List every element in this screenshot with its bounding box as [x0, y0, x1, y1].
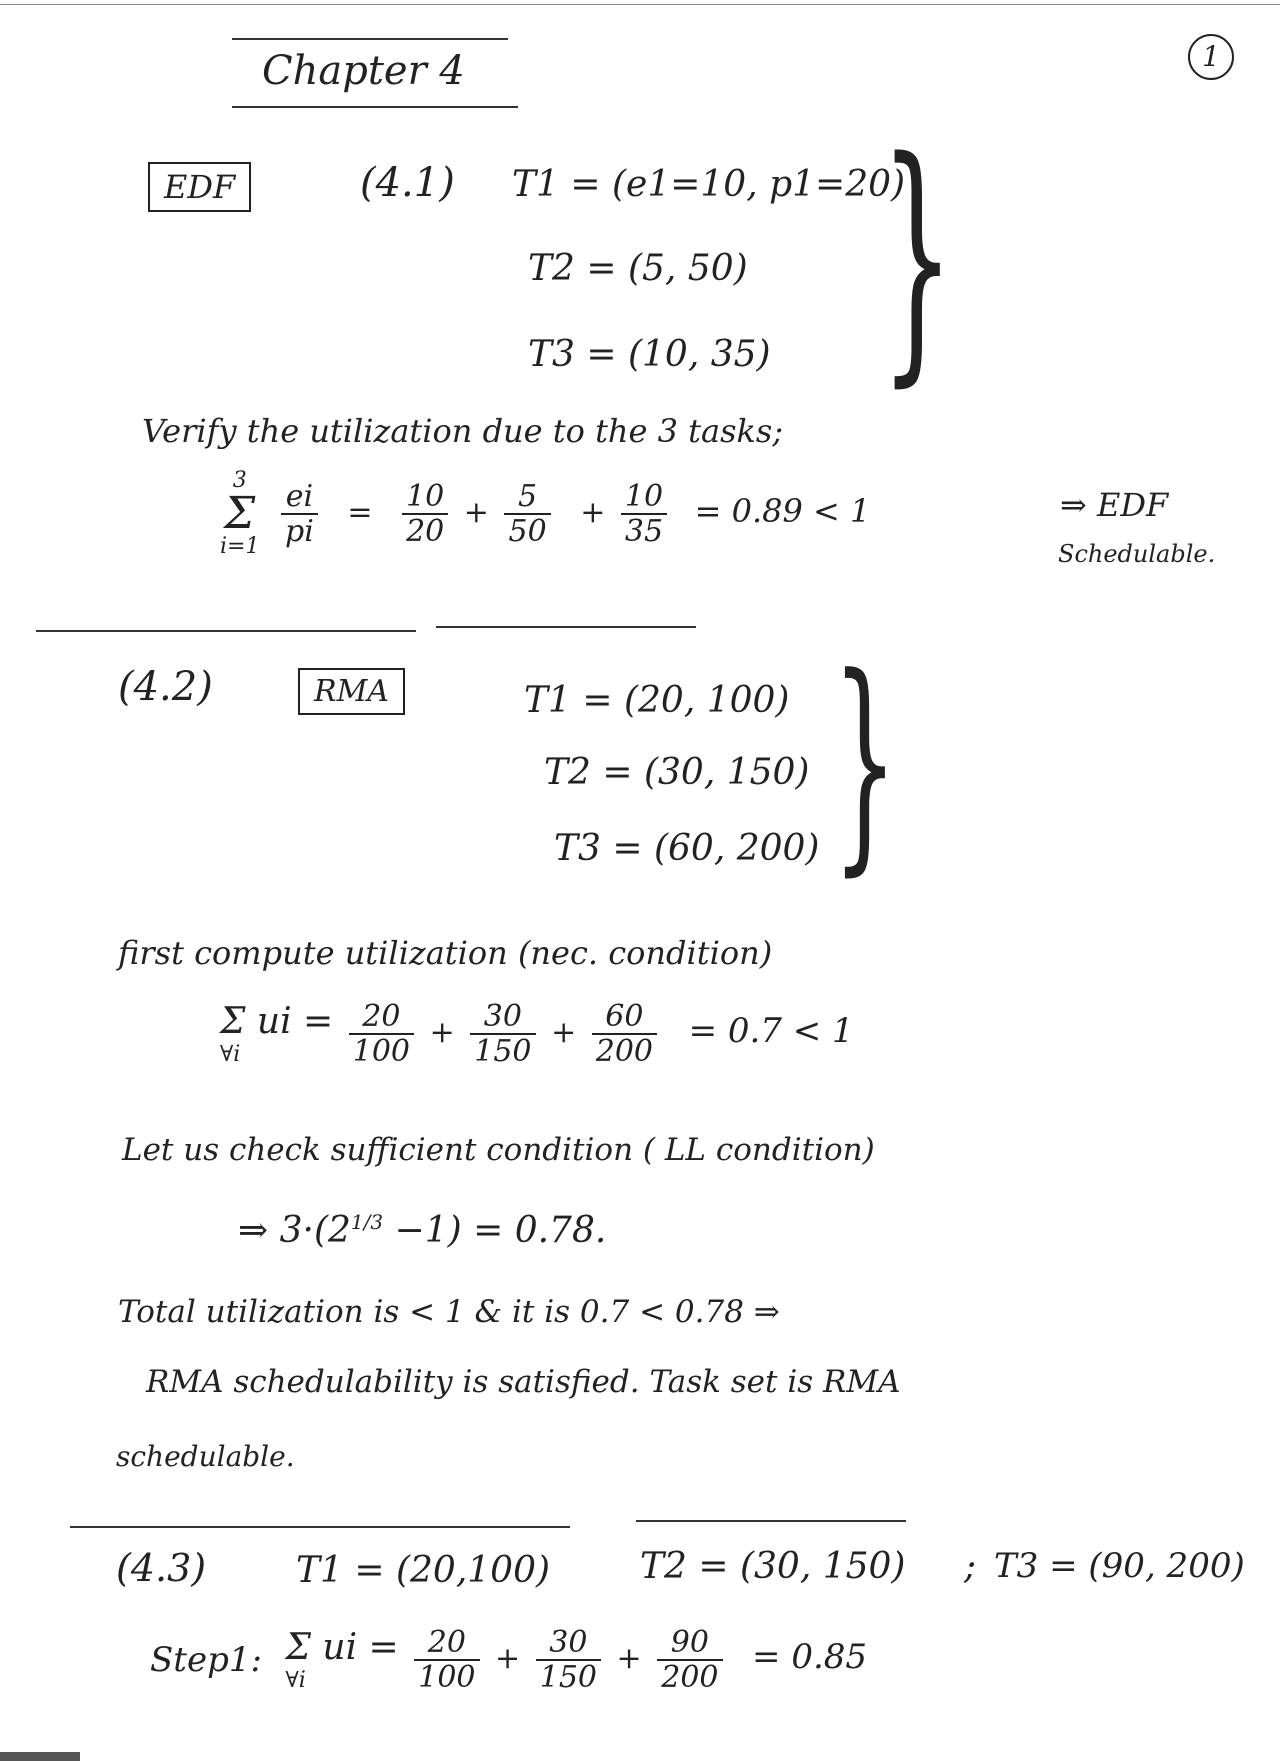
edf-conclusion: ⇒ EDF	[1060, 486, 1169, 524]
fraction-3	[592, 1000, 657, 1068]
fraction-2	[536, 1626, 601, 1694]
edf-label-box	[148, 162, 251, 212]
plus-sign: +	[580, 495, 606, 530]
problem-4-2-task-3: T3 = (60, 200)	[554, 828, 820, 869]
utilization-equation-4-2	[220, 1000, 854, 1068]
fraction-3-denominator: 200	[595, 1034, 654, 1069]
plus-sign: +	[551, 1015, 577, 1050]
compute-utilization-text: first compute utilization (nec. condition)	[118, 934, 773, 972]
verify-utilization-text: Verify the utilization due to the 3 tasks;	[142, 412, 784, 450]
equals-sign: =	[347, 495, 373, 530]
plus-sign: +	[495, 1641, 521, 1676]
fraction-3	[621, 480, 667, 548]
task-separator: ;	[964, 1546, 977, 1587]
fraction-1-numerator: 10	[402, 480, 448, 515]
fraction-1	[349, 1000, 414, 1068]
section-divider-1b	[436, 626, 696, 628]
chapter-title: Chapter 4	[262, 48, 465, 94]
plus-sign: +	[429, 1015, 455, 1050]
fraction-3-numerator: 90	[657, 1626, 722, 1661]
utilization-result: = 0.7 < 1	[688, 1011, 854, 1051]
fraction-1	[402, 480, 448, 548]
fraction-2	[470, 1000, 535, 1068]
page-number-circle	[1188, 34, 1234, 80]
sum-for-all-i: ∀i	[285, 1668, 306, 1693]
scan-edge-mark	[0, 1752, 80, 1761]
rma-label: RMA	[314, 674, 389, 709]
step-1-equation	[150, 1626, 867, 1694]
rma-reasoning-line-1: Total utilization is < 1 & it is 0.7 < 0.78 ⇒	[118, 1294, 780, 1330]
fraction-2-denominator: 150	[474, 1034, 532, 1069]
fraction-1-denominator: 100	[418, 1660, 476, 1695]
chapter-overline	[232, 38, 508, 40]
fraction-3-denominator: 35	[624, 514, 664, 549]
ll-formula-result: −1) = 0.78.	[383, 1210, 607, 1251]
fraction-2-numerator: 5	[504, 480, 550, 515]
problem-4-2-number: (4.2)	[118, 664, 213, 710]
section-divider-2	[70, 1526, 570, 1528]
ll-bound-formula	[238, 1210, 606, 1251]
rma-reasoning-line-3: schedulable.	[116, 1440, 295, 1473]
edf-label: EDF	[164, 168, 236, 206]
fraction-1-denominator: 20	[406, 514, 445, 549]
ll-formula-base: ⇒ 3·(2	[238, 1210, 351, 1251]
fraction-1-numerator: 20	[349, 1000, 414, 1035]
fraction-2-denominator: 150	[539, 1660, 597, 1695]
ll-formula-exponent: 1/3	[350, 1210, 384, 1234]
sum-utilization-label: Σ ui =	[220, 1001, 334, 1042]
chapter-underline	[232, 106, 518, 108]
fraction-3-numerator: 10	[621, 480, 667, 515]
utilization-result: = 0.85	[752, 1637, 868, 1677]
problem-4-3-task-1: T1 = (20,100)	[296, 1550, 551, 1591]
sum-lower-limit: i=1	[220, 534, 260, 559]
rma-label-box	[298, 668, 405, 715]
fraction-3-numerator: 60	[592, 1000, 657, 1035]
fraction-3	[657, 1626, 722, 1694]
fraction-1	[414, 1626, 479, 1694]
problem-4-2-task-2: T2 = (30, 150)	[544, 752, 810, 793]
plus-sign: +	[463, 495, 489, 530]
problem-4-1-task-3: T3 = (10, 35)	[528, 334, 771, 375]
utilization-result: = 0.89 < 1	[694, 492, 871, 530]
problem-4-2-task-1: T1 = (20, 100)	[524, 680, 790, 721]
utilization-equation-4-1	[220, 470, 870, 558]
summation-symbol	[220, 470, 259, 558]
sum-utilization-label: Σ ui =	[285, 1627, 399, 1668]
section-divider-1	[36, 630, 416, 632]
term-fraction	[281, 480, 318, 548]
fraction-2	[504, 480, 550, 548]
fraction-2-denominator: 50	[508, 514, 547, 549]
task-set-brace-4-2: }	[832, 629, 898, 896]
term-numerator: ei	[281, 480, 318, 515]
section-divider-2b	[636, 1520, 906, 1522]
plus-sign: +	[616, 1641, 642, 1676]
sum-sigma: Σ	[224, 488, 256, 539]
fraction-1-numerator: 20	[414, 1626, 479, 1661]
problem-4-1-task-2: T2 = (5, 50)	[528, 248, 748, 289]
problem-4-3-task-2: T2 = (30, 150)	[640, 1546, 906, 1587]
problem-4-1-number: (4.1)	[360, 160, 455, 206]
ll-condition-text: Let us check sufficient condition ( LL condition)	[122, 1132, 875, 1168]
step-1-label: Step1:	[150, 1640, 262, 1680]
edf-conclusion-schedulable: Schedulable.	[1058, 540, 1216, 568]
problem-4-1-task-1: T1 = (e1=10, p1=20)	[512, 164, 906, 205]
fraction-1-denominator: 100	[352, 1034, 411, 1069]
fraction-3-denominator: 200	[661, 1660, 719, 1695]
problem-4-3-number: (4.3)	[116, 1546, 207, 1590]
top-edge-line	[0, 4, 1280, 5]
problem-4-3-task-3: T3 = (90, 200)	[994, 1546, 1245, 1586]
rma-reasoning-line-2: RMA schedulability is satisfied. Task set is RMA	[146, 1364, 901, 1400]
sum-for-all-i: ∀i	[220, 1042, 241, 1067]
page-number: 1	[1202, 40, 1220, 73]
task-set-brace-4-1: }	[880, 107, 955, 409]
sum-upper-limit: 3	[232, 468, 247, 493]
fraction-2-numerator: 30	[470, 1000, 535, 1035]
fraction-2-numerator: 30	[536, 1626, 601, 1661]
term-denominator: pi	[285, 514, 314, 549]
